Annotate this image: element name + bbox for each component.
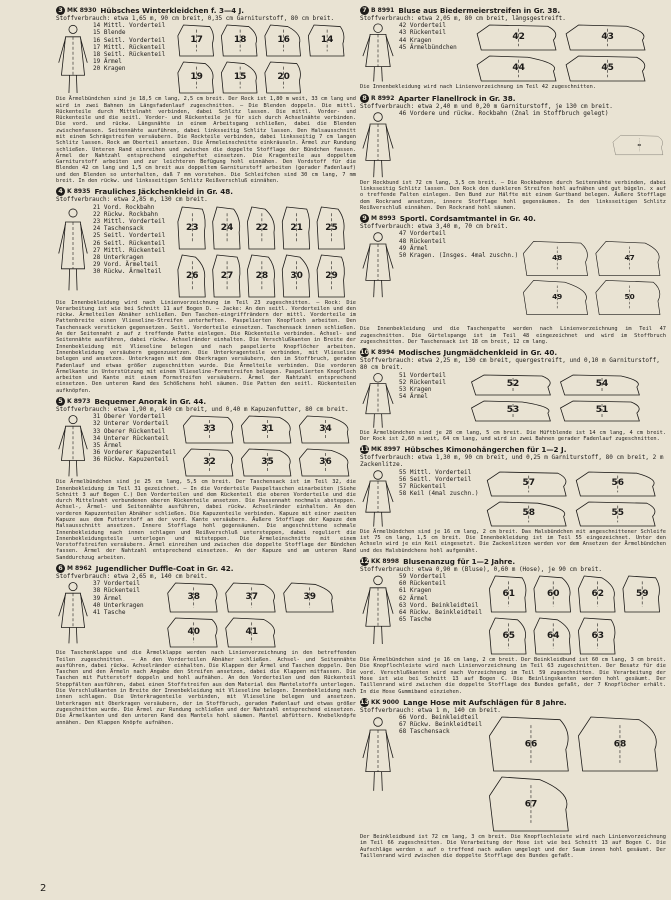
part-item: 67 Rückw. Beinkleidteil [399, 721, 483, 729]
piece-number-label: 15 [234, 72, 247, 83]
fabric-consumption: Stoffverbrauch: etwa 3,40 m, 70 cm breit. [360, 223, 509, 231]
pattern-code: M 8993 [371, 215, 396, 223]
piece-number-label: 52 [506, 378, 520, 389]
part-item: 39 Ärmel [93, 594, 122, 602]
part-item: 68 Taschensack [399, 728, 450, 736]
pattern-row [56, 580, 356, 650]
pattern-4-piece-25 [317, 207, 344, 249]
fashion-illustration [360, 22, 396, 84]
piece-number-label: 51 [595, 404, 609, 415]
piece-number-label: 64 [547, 630, 560, 641]
pattern-5-piece-35 [242, 449, 291, 476]
pattern-4-piece-27 [213, 255, 240, 297]
parts-list [93, 413, 176, 463]
pattern-7-piece-42 [477, 25, 556, 50]
section-header [56, 397, 356, 406]
part-item: 30 Rückw. Ärmelteil [93, 268, 162, 276]
part-item: 17 Mittl. Rückenteil [93, 43, 166, 51]
part-item: 34 Unterer Rückenteil [93, 434, 169, 442]
pattern-11-piece-58 [488, 502, 567, 526]
pattern-12-piece-64 [534, 618, 571, 654]
piece-number-label: 30 [290, 270, 304, 281]
section-number-badge: 5 [56, 397, 65, 406]
pattern-code: K 8935 [67, 188, 91, 196]
pattern-12-piece-59 [623, 576, 660, 612]
section-header [56, 564, 356, 573]
section-header [56, 6, 356, 15]
section-number-badge: 10 [359, 348, 370, 357]
parts-list [399, 573, 482, 623]
part-item: 52 Rückenteil [399, 378, 446, 386]
page-number: 2 [40, 883, 47, 894]
pattern-6-piece-40 [167, 618, 216, 647]
piece-number-label: 14 [321, 35, 334, 46]
piece-number-label: 33 [203, 424, 216, 435]
instructions-text: Die Ärmelbündchen sind je 18,5 cm lang, 2,5 cm breit. Der Rock ist 1,80 m weit, 33 cm lang und wird in zwei Bahnen im Längsfadenlauf zugeschnitten. — Die Blenden doppeln. Die mittl. Rückenteile durch Mittelnaht verbinden, dabei Schlitz lassen. Die mittl. Vorder- und Rückenteile und die seitl. Vorder- und Rückenteile je für sich durch Achselnähte verbinden. Die vord. und rückw. Längsnähte in einem Arbeitsgang schließen, dabei die Blenden zwischenfassen. Seitennähte ausführen, dabei linksseitig Schlitz lassen. Den Halsausschnitt mit einem Schrägstreifen versäubern. Die Rockteile verbinden, dabei linksseitig 7 cm langen Schlitz lassen. Rock am Oberteil ansetzen. Die Ärmeleinschnitte einkräuseln. Ärmel zur Rundung schließen. Unteren Rand einreihen und zwischen die doppelte Stofflage der Bündchen fassen. Ärmel der Nahtzahl entsprechend eingeheftet einsetzen. Die Kragenteile aus doppeltem Garniturstoff arbeiten und zur leichteren Befügung hohl einnähen. Den Vordstoff für die Blenden 42 cm lang und 1,5 cm breit aus doppeltem Garniturstoff arbeiten (gerader Fadenlauf) und den Blenden so unterhalten, daß 7 mm vorstehen. Die Schleifchen sind 30 cm lang, 7 mm breit. In den rückw. und linksseitigen Schlitz Reißverschluß einnähen. [56, 96, 356, 185]
pattern-title: Sportl. Cordsamtmantel in Gr. 40. [399, 214, 536, 224]
piece-number-label: 45 [601, 62, 614, 73]
piece-number-label: 50 [624, 292, 635, 302]
pattern-7-piece-44 [477, 56, 556, 81]
part-item: 38 Rückenteil [93, 587, 140, 595]
pattern-6-piece-41 [225, 618, 274, 647]
pattern-row [360, 230, 666, 326]
piece-number-label: 22 [255, 222, 269, 233]
part-item: 27 Mittl. Rückenteil [93, 246, 166, 254]
piece-number-label: 46 [636, 142, 641, 147]
left-column [56, 6, 356, 729]
fabric-consumption: Stoffverbrauch: etwa 2,85 m, 130 cm breit. [56, 196, 208, 204]
instructions-text: Die Ärmelbündchen sind je 28 cm lang, 5 cm breit. Die Hüftblende ist 14 cm lang, 4 cm breit. Der Rock ist 2,60 m weit, 64 cm lang, und wird in zwei Bahnen gerader Fadenlauf zugeschnitten. [360, 429, 666, 442]
piece-number-label: 32 [203, 457, 216, 468]
fashion-illustration [360, 110, 396, 180]
section-number-badge: 9 [360, 214, 369, 223]
pattern-code: MK 8997 [371, 446, 401, 454]
pattern-5-piece-33 [184, 416, 233, 443]
pattern-4-piece-24 [213, 207, 240, 249]
fabric-consumption: Stoffverbrauch: etwa 1 m, 140 cm breit. [360, 706, 501, 714]
section-header [360, 94, 666, 103]
fabric-consumption: Stoffverbrauch: etwa 1,65 m, 90 cm breit, 0,35 cm Garniturstoff, 80 cm breit. [56, 15, 335, 22]
pattern-title: Modisches Jungmädchenkleid in Gr. 40. [398, 348, 558, 358]
part-item: 15 Blende [93, 29, 126, 37]
pattern-section-9 [360, 214, 666, 345]
pattern-pieces-diagram [485, 573, 666, 657]
pattern-10-piece-51 [560, 401, 639, 421]
fashion-illustration [360, 372, 396, 430]
pattern-section-8 [360, 94, 666, 212]
pattern-12-piece-61 [490, 576, 527, 612]
parts-list [93, 22, 165, 72]
pattern-4-piece-28 [248, 255, 275, 297]
pattern-section-13 [360, 698, 666, 859]
pattern-row [360, 110, 666, 180]
pattern-title: Hübsches Winterkleidchen f. 3—4 J. [100, 6, 245, 15]
section-number-badge: 3 [56, 6, 65, 15]
part-item: 65 Tasche [399, 616, 432, 624]
section-number-badge: 7 [360, 6, 369, 15]
parts-list [93, 580, 144, 616]
pattern-pieces-diagram [449, 372, 666, 424]
pattern-section-7 [360, 6, 666, 91]
fabric-consumption: Stoffverbrauch: etwa 2,40 m und 0,20 m Garniturstoff, je 130 cm breit. [360, 102, 613, 110]
pattern-5-piece-36 [300, 449, 349, 476]
parts-list [399, 230, 518, 259]
pattern-title: Blusenanzug für 1—2 Jahre. [403, 556, 516, 566]
piece-number-label: 56 [611, 477, 625, 488]
piece-number-label: 39 [303, 592, 316, 603]
pattern-12-piece-62 [579, 576, 616, 612]
part-item: 57 Rückenteil [399, 483, 446, 491]
pattern-6-piece-39 [283, 583, 332, 612]
fashion-illustration [360, 469, 396, 529]
piece-number-label: 43 [601, 31, 614, 42]
fabric-consumption: Stoffverbrauch: etwa 2,25 m, 130 cm breit, quergestreift, und 0,10 m Garniturstoff, 80 cm breit. [360, 357, 660, 372]
piece-number-label: 38 [187, 592, 200, 603]
pattern-code: MK 8930 [67, 7, 97, 14]
piece-number-label: 34 [319, 424, 332, 435]
pattern-3-piece-14 [309, 25, 345, 56]
part-item: 44 Kragen [399, 36, 432, 44]
part-item: 58 Keil (4mal zuschn.) [399, 490, 479, 498]
pattern-row [360, 22, 666, 84]
part-item: 60 Rückenteil [399, 580, 446, 588]
pattern-9-piece-49 [524, 281, 588, 315]
piece-number-label: 67 [524, 799, 538, 810]
pattern-5-piece-34 [300, 416, 349, 443]
piece-number-label: 44 [512, 62, 525, 73]
part-item: 36 Rückw. Kapuzenteil [93, 456, 169, 464]
part-item: 53 Kragen [399, 386, 432, 394]
instructions-text: Die Innenbekleidung wird nach Linienvorzeichnung im Teil 23 zugeschnitten. — Rock: Die Verarbeitung ist wie bei Schnitt 11 auf Bogen D. — Jacke: An den seitl. Vorderteilen und den rückw. Ärmelteilen Abnäher schließen. Den Taschen-eingriffrändern der mittl. Vorderteile im Pattenbreite einen Vlieseline-Streifen unterheften. Paspelierten Knopfloch arbeiten. Den Taschensack versticken gegensetzen. Seitl. Vorderteile einsetzen. Taschensack innen schließen. An der Seitennaht z auf z treffende Patte einlegen. Die Rückenteile verbinden. Achsel- und Seitennähte ausführen, dabei rückw. Achselränder einhalten. Die Verschlußkanten in Breite der Innenbekleidung mit Vlieseline belegen und nach paspelierte Knopflöcher arbeiten. Innenbekleidung versäubern gegenzusetzen. Die Unterkragenteile verbinden, mit Vlieseline belegen und ansetzen. Unterkragen mit dem Oberkragen versäubern, den im Stoffbruch, geraden Fadenlauf und etwas größer zugeschnitten wurde. Die Ärmelteile verbinden. Die vorderen Ärmelkante in Unterstützung mit einem Vlieseline-Formstreifen belegen. Paspelierten Knopfloch arbeiten und Kante mit einem Formstreifen versäubern. Ärmel der Nahtzahl entsprechend einsetzen. Den unteren Rand des Schößchens hohl säumen. Die Patten den seitl. Rückenteilen aufknöpfen. [56, 299, 356, 394]
pattern-9-piece-50 [596, 281, 660, 315]
piece-number-label: 61 [502, 588, 516, 599]
section-header [360, 445, 666, 454]
instructions-text: Der Rockbund ist 72 cm lang, 3,5 cm breit. — Die Rockbahnen durch Seitennähte verbinden, dabei linksseitig Schlitz lassen. Den Rock den dunkleren Streifen hohl aufnähen und gut bügeln. x auf o treffende Falten einlegen. Den Bund zur Hälfte mit einem Gurtband belegen. Äußere Stofflage dem Rockrand ansetzen, innere Stofflage hohl gegensäumen. In den linksseitigen Schlitz Reißverschluß einnähen. Den Rockrand hohl säumen. [360, 179, 666, 211]
section-number-badge: 8 [360, 94, 369, 103]
part-item: 31 Oberer Vorderteil [93, 413, 166, 421]
pattern-pieces-diagram [521, 230, 666, 326]
instructions-text: Die Ärmelbündchen sind je 16 cm lang, 2 cm breit. Das Halsbündchen mit angeschnittener Schleife ist 75 cm lang, 1,5 cm breit. Die Innenbekleidung ist im Teil 55 eingezeichnet. Unter den Achseln wird je ein Keil eingesetzt. Die Zackenlitzen werden vor dem Ansetzen der Ärmelbündchen und des Halsbündchens hohl aufgenäht. [360, 528, 666, 554]
part-item: 24 Taschensack [93, 225, 144, 233]
piece-number-label: 24 [221, 222, 234, 233]
pattern-section-11 [360, 445, 666, 554]
part-item: 14 Mittl. Vorderteil [93, 22, 166, 30]
piece-number-label: 18 [234, 35, 247, 46]
piece-number-label: 48 [552, 253, 563, 263]
pattern-10-piece-53 [471, 401, 550, 421]
part-item: 59 Vorderteil [399, 573, 446, 581]
part-item: 54 Ärmel [399, 393, 428, 401]
pattern-3-piece-15 [222, 62, 258, 93]
part-item: 28 Unterkragen [93, 253, 144, 261]
pattern-13-piece-68 [579, 717, 658, 771]
pattern-4-piece-22 [248, 207, 275, 249]
piece-number-label: 68 [613, 739, 627, 750]
part-item: 33 Oberer Rückenteil [93, 427, 166, 435]
part-item: 46 Vordere und rückw. Rockbahn (Znal im Stoffbruch gelegt) [399, 109, 609, 117]
pattern-6-piece-37 [225, 583, 274, 612]
part-item: 45 Ärmelbündchen [399, 43, 457, 51]
fabric-consumption: Stoffverbrauch: etwa 1,90 m, 140 cm breit, und 0,40 m Kapuzenfutter, 80 cm breit. [56, 406, 349, 414]
part-item: 29 Vord. Ärmelteil [93, 261, 159, 269]
pattern-row [360, 372, 666, 430]
piece-number-label: 42 [512, 31, 525, 42]
fashion-illustration [360, 573, 396, 647]
pattern-title: Lange Hose mit Aufschlägen für 8 Jahre. [403, 697, 567, 707]
instructions-text: Die Ärmelbündchen sind je 16 cm lang, 2 cm breit. Der Beinkleidbund ist 60 cm lang, 3 cm breit. Die Knopflochleiste wird nach Linienvorzeichnung im Teil 63 zugeschnitten. Der Besatz für die vord. Verschlußkanten wird nach Vorzeichnung im Teil 59 zugeschnitten. Die Verarbeitung der Hose ist wie bei Schnitt 13 auf Bogen C. Die Beinlingskanten werden hohl gesäumt. Der Taillenrand wird zwischen die doppelte Stofflage des Bundes gefaßt, der 7 Knopflöcher erhält. In die Hose Gummiband einziehen. [360, 657, 666, 695]
pattern-3-piece-18 [222, 25, 258, 56]
section-header [360, 214, 666, 223]
pattern-pieces-diagram [612, 110, 666, 180]
parts-list [399, 22, 457, 51]
section-header [360, 698, 666, 707]
pattern-13-piece-67 [490, 777, 569, 831]
pattern-4-piece-30 [283, 255, 310, 297]
piece-number-label: 21 [290, 222, 304, 233]
part-item: 22 Rückw. Rockbahn [93, 210, 159, 218]
fabric-consumption: Stoffverbrauch: etwa 2,05 m, 80 cm breit, längsgestreift. [360, 15, 566, 22]
pattern-title: Bequemer Anorak in Gr. 44. [94, 397, 207, 407]
part-item: 25 Seitl. Vorderteil [93, 232, 166, 240]
parts-list [93, 204, 165, 276]
part-item: 61 Kragen [399, 587, 432, 595]
right-column [360, 6, 666, 862]
pattern-pieces-diagram [460, 22, 666, 84]
part-item: 18 Seitl. Rückenteil [93, 51, 166, 59]
part-item: 40 Unterkragen [93, 601, 144, 609]
piece-number-label: 54 [595, 378, 609, 389]
section-header [360, 557, 666, 566]
pattern-pieces-diagram [485, 714, 666, 834]
pattern-code: K 8973 [67, 398, 91, 406]
pattern-12-piece-65 [490, 618, 527, 654]
parts-list [399, 110, 609, 117]
section-header [360, 348, 666, 357]
pattern-7-piece-45 [566, 56, 645, 81]
part-item: 63 Vord. Beinkleidteil [399, 601, 479, 609]
fabric-consumption: Stoffverbrauch: etwa 2,65 m, 140 cm breit. [56, 573, 208, 581]
pattern-section-12 [360, 557, 666, 695]
part-item: 43 Rückenteil [399, 29, 446, 37]
piece-number-label: 66 [524, 739, 538, 750]
piece-number-label: 36 [319, 457, 332, 468]
pattern-11-piece-56 [577, 472, 656, 496]
pattern-pieces-diagram [168, 204, 356, 300]
piece-number-label: 40 [187, 627, 200, 638]
piece-number-label: 59 [636, 588, 649, 599]
pattern-code: K 8994 [371, 349, 395, 357]
pattern-10-piece-52 [471, 375, 550, 395]
piece-number-label: 16 [277, 35, 291, 46]
pattern-4-piece-23 [178, 207, 205, 249]
piece-number-label: 27 [221, 270, 234, 281]
pattern-code: KK 8998 [371, 557, 400, 565]
pattern-title: Frauliches Jäckchenkleid in Gr. 48. [94, 187, 233, 197]
section-number-badge: 6 [56, 564, 65, 573]
parts-list [399, 372, 446, 401]
piece-number-label: 55 [611, 507, 625, 518]
part-item: 47 Vorderteil [399, 230, 446, 238]
section-header [56, 187, 356, 196]
pattern-13-piece-66 [490, 717, 569, 771]
pattern-code: R 8992 [371, 94, 395, 102]
piece-number-label: 53 [506, 404, 520, 415]
pattern-title: Jugendlicher Duffle-Coat in Gr. 42. [95, 564, 234, 574]
pattern-row [360, 714, 666, 834]
pattern-3-piece-20 [265, 62, 301, 93]
pattern-pieces-diagram [147, 580, 356, 650]
pattern-section-5 [56, 397, 356, 561]
pattern-10-piece-54 [560, 375, 639, 395]
part-item: 62 Ärmel [399, 594, 428, 602]
fashion-illustration [56, 580, 90, 646]
part-item: 35 Ärmel [93, 442, 122, 450]
pattern-pieces-diagram [179, 413, 356, 479]
piece-number-label: 25 [325, 222, 338, 233]
instructions-text: Die Innenbekleidung und die Taschenpatte werden nach Linienvorzeichnung im Teil 47 zugeschnitten. Die Gürtelspange ist im Teil 48 eingezeichnet und wird im Stoffbruch zugeschnitten. Der Taschensack ist 18 cm breit, 12 cm lang. [360, 326, 666, 345]
pattern-4-piece-29 [317, 255, 344, 297]
part-item: 23 Mittl. Vorderteil [93, 217, 166, 225]
piece-number-label: 35 [261, 457, 274, 468]
pattern-pieces-diagram [168, 22, 356, 96]
piece-number-label: 65 [502, 630, 516, 641]
part-item: 32 Unterer Vorderteil [93, 420, 169, 428]
section-number-badge: 11 [359, 445, 370, 454]
piece-number-label: 60 [547, 588, 560, 599]
pattern-3-piece-19 [178, 62, 214, 93]
instructions-text: Die Ärmelbündchen sind je 25 cm lang, 5,5 cm breit. Der Taschensack ist im Teil 32, die Innenbekleidung im Teil 31 gezeichnet. — In die Vorderteile Paspeltaschen einarbeiten (Siehe Schnitt 3 auf Bogen C.) Den Vorderteilen und dem Rückenteil die oberen Vorderteile und die durch Mittelnaht verbundenen oberen Rückenteile ansetzen. Die Passennaht nochmals absteppen. Achsel-, Ärmel- und Seitennähte ausführen, dabei rückw. Achselränder einhalten. An den vorderen Kapuzenteilen Abnäher schließen. Die Kapuzenteile verbinden. Kapuze mit einer zweiten Kapuze aus dem Futterstoff an der vord. Kante versäubern. Äußere Stofflage der Kapuze dem Halsausschnitt ansetzen. Innere Stofflage hohl gegensäumen. Die angeschnittene schmale Innenbekleidung nach innen schlagen und Reißverschluß untersteppen, dabei reguliert die Innenbekleidungsteile unterlegen und mitsteppen. Die Ärmeleinschnitte mit einem Vorstoffstreifen versäubern. Ärmel einreihen und zwischen die doppelte Stofflage der Bündchen fassen. Ärmel der Nahtzahl entsprechend einsetzen. An der Kapuze und am unteren Rand Sanddurchzug arbeiten. [56, 479, 356, 561]
fabric-consumption: Stoffverbrauch: etwa 1,30 m, 90 cm breit, und 0,25 m Garniturstoff, 80 cm breit, 2 m Zackenlitze. [360, 454, 664, 469]
part-item: 19 Ärmel [93, 58, 122, 66]
part-item: 42 Vorderteil [399, 22, 446, 30]
part-item: 50 Kragen. (Insges. 4mal zuschn.) [399, 252, 519, 259]
section-header [360, 6, 666, 15]
pattern-section-10 [360, 348, 666, 442]
piece-number-label: 57 [522, 477, 536, 488]
part-item: 49 Ärmel [399, 244, 428, 252]
pattern-9-piece-48 [524, 242, 588, 276]
part-item: 21 Vord. Rockbahn [93, 203, 155, 211]
parts-list [399, 714, 482, 736]
piece-number-label: 62 [591, 588, 605, 599]
part-item: 66 Vord. Beinkleidteil [399, 714, 479, 722]
pattern-11-piece-57 [488, 472, 567, 496]
pattern-6-piece-38 [167, 583, 216, 612]
pattern-code: M 8962 [67, 565, 92, 573]
pattern-section-6 [56, 564, 356, 726]
piece-number-label: 23 [186, 222, 199, 233]
pattern-4-piece-26 [178, 255, 205, 297]
part-item: 64 Rückw. Beinkleidteil [399, 609, 483, 617]
piece-number-label: 19 [190, 72, 204, 83]
pattern-row [56, 413, 356, 479]
fashion-illustration [56, 204, 90, 294]
section-number-badge: 4 [56, 187, 65, 196]
piece-number-label: 47 [624, 253, 635, 263]
pattern-row [56, 204, 356, 300]
pattern-5-piece-32 [184, 449, 233, 476]
pattern-code: KK 9000 [371, 698, 400, 706]
instructions-text: Die Innenbekleidung wird nach Linienvorzeichnung im Teil 42 zugeschnitten. [360, 84, 596, 91]
pattern-3-piece-17 [178, 25, 214, 56]
piece-number-label: 41 [245, 627, 258, 638]
pattern-section-3 [56, 6, 356, 184]
piece-number-label: 29 [325, 270, 338, 281]
part-item: 20 Kragen [93, 65, 126, 73]
piece-number-label: 31 [261, 424, 274, 435]
part-item: 36 Vorderer Kapuzenteil [93, 449, 177, 457]
instructions-text: Die Taschenklappe und die Ärmelklappe werden nach Linienvorzeichnung in den betreffenden Teilen zugeschnitten. — An den Vorderteilen Abnäher schließen. Achsel- und Seitennähte ausführen, dabei rückw. Achselränder einhalten. Die Klappen der Ärmel und Taschen doppeln. Den Taschen und den Ärmeln nach Angabe den Streifen ansetzen, dabei die Klappen mitfassen. Die Taschen mit Futterstoff doppeln und hohl aufnähen. An den Vorderteilen und dem Rückenteil Steppfälten ausführen, dabei einen Stoffstreifen aus dem Material des Mantelstoffs unterlegen. Die Verschlußkanten in Breite der Innenbekleidung mit Vlieseline belegen. Innenbekleidung nach innen schlagen. Die Unterkragenteile verbinden, mit Vlieseline belegen und ansetzen. Unterkragen mit Oberkragen versäubern, der im Stoffbruch, geraden Fadenlauf und etwas größer zugeschnitten wurde. Die Ärmel zur Rundung schließen und der Nahtzahl entsprechend einsetzen. Die Ärmelkanten und den unteren Rand des Mantels hohl säumen. Mantel abfüttern. Knebelknöpfe annähen. Den Klappen Knöpfe aufnähen. [56, 650, 356, 726]
part-item: 55 Mittl. Vorderteil [399, 468, 472, 476]
section-number-badge: 12 [359, 556, 370, 565]
part-item: 56 Seitl. Vorderteil [399, 475, 472, 483]
pattern-title: Bluse aus Biedermeierstreifen in Gr. 38. [398, 6, 561, 15]
part-item: 37 Vorderteil [93, 580, 140, 588]
section-number-badge: 13 [359, 697, 370, 706]
fashion-illustration [360, 714, 396, 794]
pattern-4-piece-21 [283, 207, 310, 249]
piece-number-label: 28 [255, 270, 269, 281]
pattern-8-piece-46 [612, 135, 662, 155]
instructions-text: Der Beinkleidbund ist 72 cm lang, 3 cm breit. Die Knopflochleiste wird nach Linienvorzeichnung im Teil 66 zugeschnitten. Die Verarbeitung der Hose ist wie bei Schnitt 13 auf Bogen C. Die Aufschläge werden x auf o treffend nach außen umgelegt und der Saum innen hohl gesäumt. Der Taillenrand wird zwischen die doppelte Stofflage des Bundes gefaßt. [360, 834, 666, 859]
piece-number-label: 49 [552, 292, 563, 302]
part-item: 51 Vorderteil [399, 371, 446, 379]
part-item: 26 Seitl. Rückenteil [93, 239, 166, 247]
pattern-pieces-diagram [481, 469, 666, 529]
piece-number-label: 63 [591, 630, 605, 641]
pattern-7-piece-43 [566, 25, 645, 50]
fashion-illustration [360, 230, 396, 300]
piece-number-label: 58 [522, 507, 536, 518]
pattern-12-piece-60 [534, 576, 571, 612]
pattern-9-piece-47 [596, 242, 660, 276]
parts-list [399, 469, 478, 498]
part-item: 16 Seitl. Vorderteil [93, 36, 166, 44]
fabric-consumption: Stoffverbrauch: etwa 0,90 m (Bluse), 0,60 m (Hose), je 90 cm breit. [360, 565, 603, 573]
pattern-section-4 [56, 187, 356, 394]
pattern-code: B 8991 [371, 7, 395, 14]
part-item: 48 Rückenteil [399, 237, 446, 245]
pattern-row [56, 22, 356, 96]
pattern-11-piece-55 [577, 502, 656, 526]
piece-number-label: 37 [245, 592, 258, 603]
pattern-row [360, 469, 666, 529]
pattern-12-piece-63 [579, 618, 616, 654]
pattern-row [360, 573, 666, 657]
pattern-5-piece-31 [242, 416, 291, 443]
piece-number-label: 20 [277, 72, 291, 83]
fashion-illustration [56, 22, 90, 96]
part-item: 41 Tasche [93, 609, 126, 617]
piece-number-label: 26 [186, 270, 199, 281]
pattern-title: Aparter Flanellrock in Gr. 38. [398, 93, 516, 103]
fashion-illustration [56, 413, 90, 479]
pattern-3-piece-16 [265, 25, 301, 56]
pattern-title: Hübsches Kimonohängerchen für 1—2 J. [404, 445, 567, 455]
piece-number-label: 17 [190, 35, 204, 46]
